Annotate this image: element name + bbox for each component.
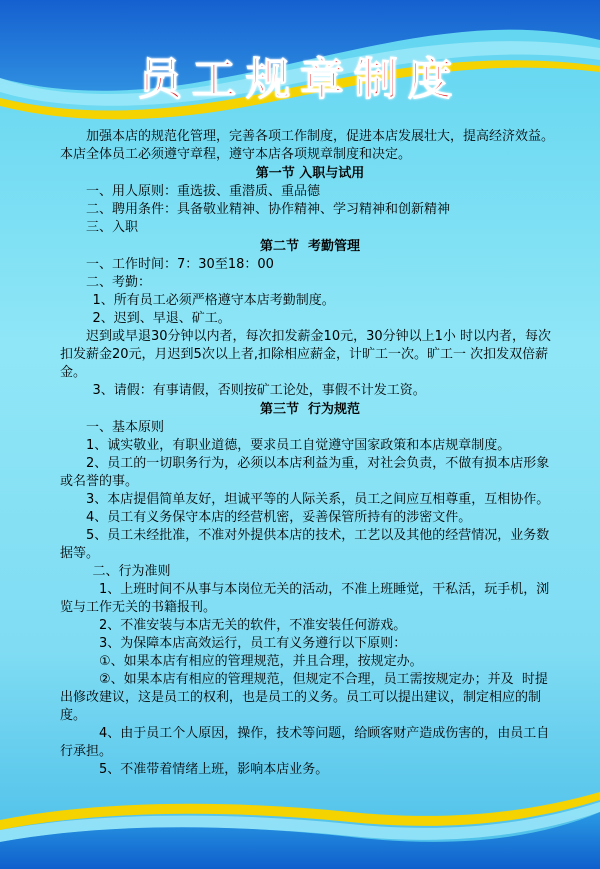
section-2-heading: 第二节 考勤管理 bbox=[259, 239, 361, 254]
section-3-heading: 第三节 行为规范 bbox=[259, 402, 361, 417]
basic-principle: 5、员工未经批准，不准对外提供本店的技术，工艺以及其他的经营情况，业务数据等。 bbox=[60, 528, 550, 561]
conduct-rules-heading: 二、行为准则 bbox=[92, 564, 171, 579]
section-1-item: 三、入职 bbox=[86, 220, 139, 235]
basic-principle: 3、本店提倡简单友好，坦诚平等的人际关系，员工之间应互相尊重，互相协作。 bbox=[86, 492, 550, 507]
conduct-rule: 4、由于员工个人原因，操作，技术等问题，给顾客财产造成伤害的，由员工自行承担。 bbox=[60, 726, 550, 759]
conduct-sub-rule: ①、如果本店有相应的管理规范，并且合理，按规定办。 bbox=[99, 654, 423, 669]
basic-principle: 4、员工有义务保守本店的经营机密，妥善保管所持有的涉密文件。 bbox=[86, 510, 472, 525]
attendance-rule: 1、所有员工必须严格遵守本店考勤制度。 bbox=[92, 293, 335, 308]
basic-principle: 1、诚实敬业，有职业道德，要求员工自觉遵守国家政策和本店规章制度。 bbox=[86, 438, 511, 453]
attendance-heading: 二、考勤： bbox=[86, 275, 152, 290]
basic-principles-heading: 一、基本原则 bbox=[86, 420, 165, 435]
leave-rule: 3、请假：有事请假，否则按矿工论处，事假不计发工资。 bbox=[92, 383, 426, 398]
section-1-item: 一、用人原则：重选拔、重潜质、重品德 bbox=[86, 184, 321, 199]
conduct-rule: 5、不准带着情绪上班，影响本店业务。 bbox=[99, 762, 329, 777]
section-1-item: 二、聘用条件：具备敬业精神、协作精神、学习精神和创新精神 bbox=[86, 202, 451, 217]
lateness-penalty: 迟到或早退30分钟以内者，每次扣发薪金10元，30分钟以上1小 时以内者，每次扣发薪金20元，月迟到5次以上者,扣除相应薪金，计旷工一次。旷工一 次扣发双倍薪金。 bbox=[60, 329, 552, 380]
work-time: 一、工作时间：7：30至18：00 bbox=[86, 257, 274, 272]
conduct-rule: 1、上班时间不从事与本岗位无关的活动，不准上班睡觉，干私活，玩手机，浏览与工作无关的书籍报刊。 bbox=[60, 582, 550, 615]
regulations-body bbox=[60, 128, 560, 779]
intro-paragraph: 加强本店的规范化管理，完善各项工作制度，促进本店发展壮大，提高经济效益。本店全体员工必须遵守章程，遵守本店各项规章制度和决定。 bbox=[60, 129, 555, 162]
basic-principle: 2、员工的一切职务行为，必须以本店利益为重，对社会负责，不做有损本店形象或名誉的事。 bbox=[60, 456, 550, 489]
attendance-rule: 2、迟到、早退、矿工。 bbox=[92, 311, 231, 326]
poster-title: 员工规章制度 bbox=[138, 54, 462, 105]
conduct-sub-rule: ②、如果本店有相应的管理规范，但规定不合理，员工需按规定办；并及 时提出修改建议，这是员工的权利，也是员工的义务。员工可以提出建议，制定相应的制度。 bbox=[60, 672, 548, 723]
conduct-rule: 2、不准安装与本店无关的软件，不准安装任何游戏。 bbox=[99, 618, 407, 633]
conduct-rule: 3、为保障本店高效运行，员工有义务遵行以下原则： bbox=[99, 636, 407, 651]
section-1-heading: 第一节 入职与试用 bbox=[255, 166, 365, 181]
